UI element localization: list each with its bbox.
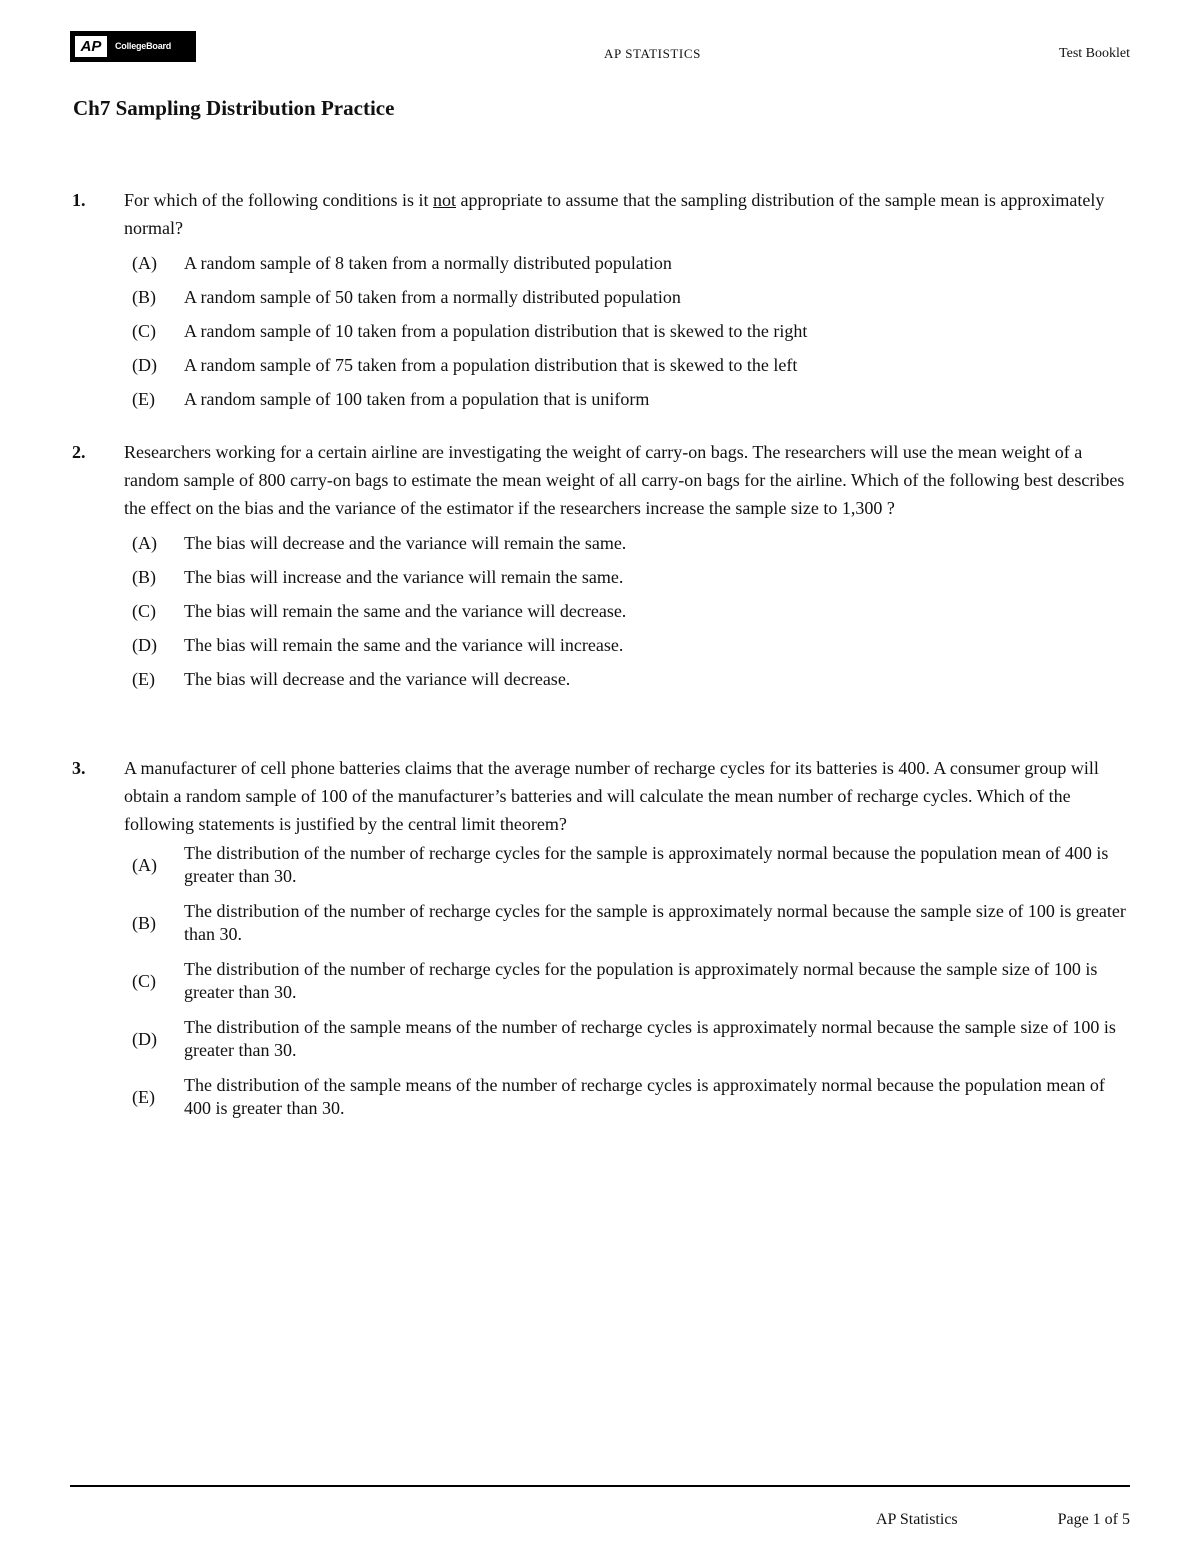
question-2 — [72, 438, 1132, 696]
collegeboard-logo-text: CollegeBoard — [115, 41, 172, 51]
ap-logo-mark: AP — [75, 36, 107, 57]
choice-d — [124, 1016, 1132, 1074]
question-1 — [72, 186, 1132, 416]
choice-e — [124, 662, 1132, 696]
choice-label: (A) — [132, 253, 157, 273]
choice-label: (B) — [132, 913, 156, 933]
choice-label: (D) — [132, 635, 157, 655]
choice-label: (A) — [132, 855, 157, 875]
choice-list — [124, 246, 1132, 416]
header-booklet-label: Test Booklet — [1059, 46, 1130, 61]
question-stem: A manufacturer of cell phone batteries claims that the average number of recharge cycles for its batteries is 400. A consumer group will obtain a random sample of 100 of the manufacturer’s batteries and will calculate the mean number of recharge cycles. Which of the following statements is justified by the central limit theorem? — [124, 758, 1099, 834]
choice-text: A random sample of 75 taken from a population distribution that is skewed to the left — [184, 355, 798, 375]
choice-text: A random sample of 50 taken from a normally distributed population — [184, 287, 681, 307]
choice-text: A random sample of 10 taken from a population distribution that is skewed to the right — [184, 321, 808, 341]
footer-divider — [70, 1485, 1130, 1487]
choice-text: The distribution of the number of recharge cycles for the sample is approximately normal because the sample size of 100 is greater than 30. — [184, 901, 1126, 944]
question-3 — [72, 754, 1132, 1132]
choice-d — [124, 628, 1132, 662]
choice-e — [124, 1074, 1132, 1132]
choice-label: (B) — [132, 287, 156, 307]
choice-text: The bias will decrease and the variance will decrease. — [184, 669, 571, 689]
question-number: 1. — [72, 190, 86, 210]
choice-list — [124, 842, 1132, 1132]
choice-text: A random sample of 8 taken from a normally distributed population — [184, 253, 672, 273]
header-subject: AP STATISTICS — [604, 46, 701, 61]
choice-label: (E) — [132, 389, 155, 409]
choice-label: (D) — [132, 355, 157, 375]
page-title: Ch7 Sampling Distribution Practice — [73, 96, 395, 120]
choice-label: (C) — [132, 601, 156, 621]
choice-e — [124, 382, 1132, 416]
question-stem: Researchers working for a certain airline are investigating the weight of carry-on bags. The researchers will use the mean weight of a random sample of 800 carry-on bags to estimate the mean weight of all carry-on bags for the airline. Which of the following best describes the effect on the bias and the variance of the estimator if the researchers increase the sample size to 1,300 ? — [124, 442, 1125, 518]
choice-a — [124, 526, 1132, 560]
choice-text: The distribution of the number of recharge cycles for the population is approximately normal because the sample size of 100 is greater than 30. — [184, 959, 1098, 1002]
choice-text: The distribution of the number of recharge cycles for the sample is approximately normal because the population mean of 400 is greater than 30. — [184, 843, 1109, 886]
stem-text: For which of the following conditions is it — [124, 190, 433, 210]
choice-text: The distribution of the sample means of the number of recharge cycles is approximately normal because the sample size of 100 is greater than 30. — [184, 1017, 1116, 1060]
choice-b — [124, 560, 1132, 594]
choice-a — [124, 246, 1132, 280]
choice-label: (E) — [132, 1087, 155, 1107]
choice-c — [124, 314, 1132, 348]
question-stem — [124, 186, 1132, 242]
choice-label: (B) — [132, 567, 156, 587]
choice-label: (E) — [132, 669, 155, 689]
choice-text: A random sample of 100 taken from a population that is uniform — [184, 389, 650, 409]
choice-d — [124, 348, 1132, 382]
choice-label: (D) — [132, 1029, 157, 1049]
stem-text: appropriate to assume that the sampling distribution of the sample mean is approximately normal? — [124, 190, 1105, 238]
stem-emphasis: not — [432, 190, 456, 210]
choice-c — [124, 958, 1132, 1016]
choice-a — [124, 842, 1132, 900]
choice-label: (C) — [132, 321, 156, 341]
choice-label: (C) — [132, 971, 156, 991]
choice-b — [124, 900, 1132, 958]
choice-list — [124, 526, 1132, 696]
choice-label: (A) — [132, 533, 157, 553]
choice-text: The distribution of the sample means of the number of recharge cycles is approximately normal because the population mean of 400 is greater than 30. — [184, 1075, 1105, 1118]
choice-text: The bias will remain the same and the variance will decrease. — [184, 601, 627, 621]
choice-text: The bias will remain the same and the variance will increase. — [184, 635, 624, 655]
question-number: 3. — [72, 758, 86, 778]
choice-text: The bias will increase and the variance will remain the same. — [184, 567, 624, 587]
question-number: 2. — [72, 442, 86, 462]
choice-b — [124, 280, 1132, 314]
choice-text: The bias will decrease and the variance will remain the same. — [184, 533, 627, 553]
footer-course-name: AP Statistics — [876, 1511, 958, 1528]
choice-c — [124, 594, 1132, 628]
footer-page-number: Page 1 of 5 — [1057, 1511, 1130, 1528]
